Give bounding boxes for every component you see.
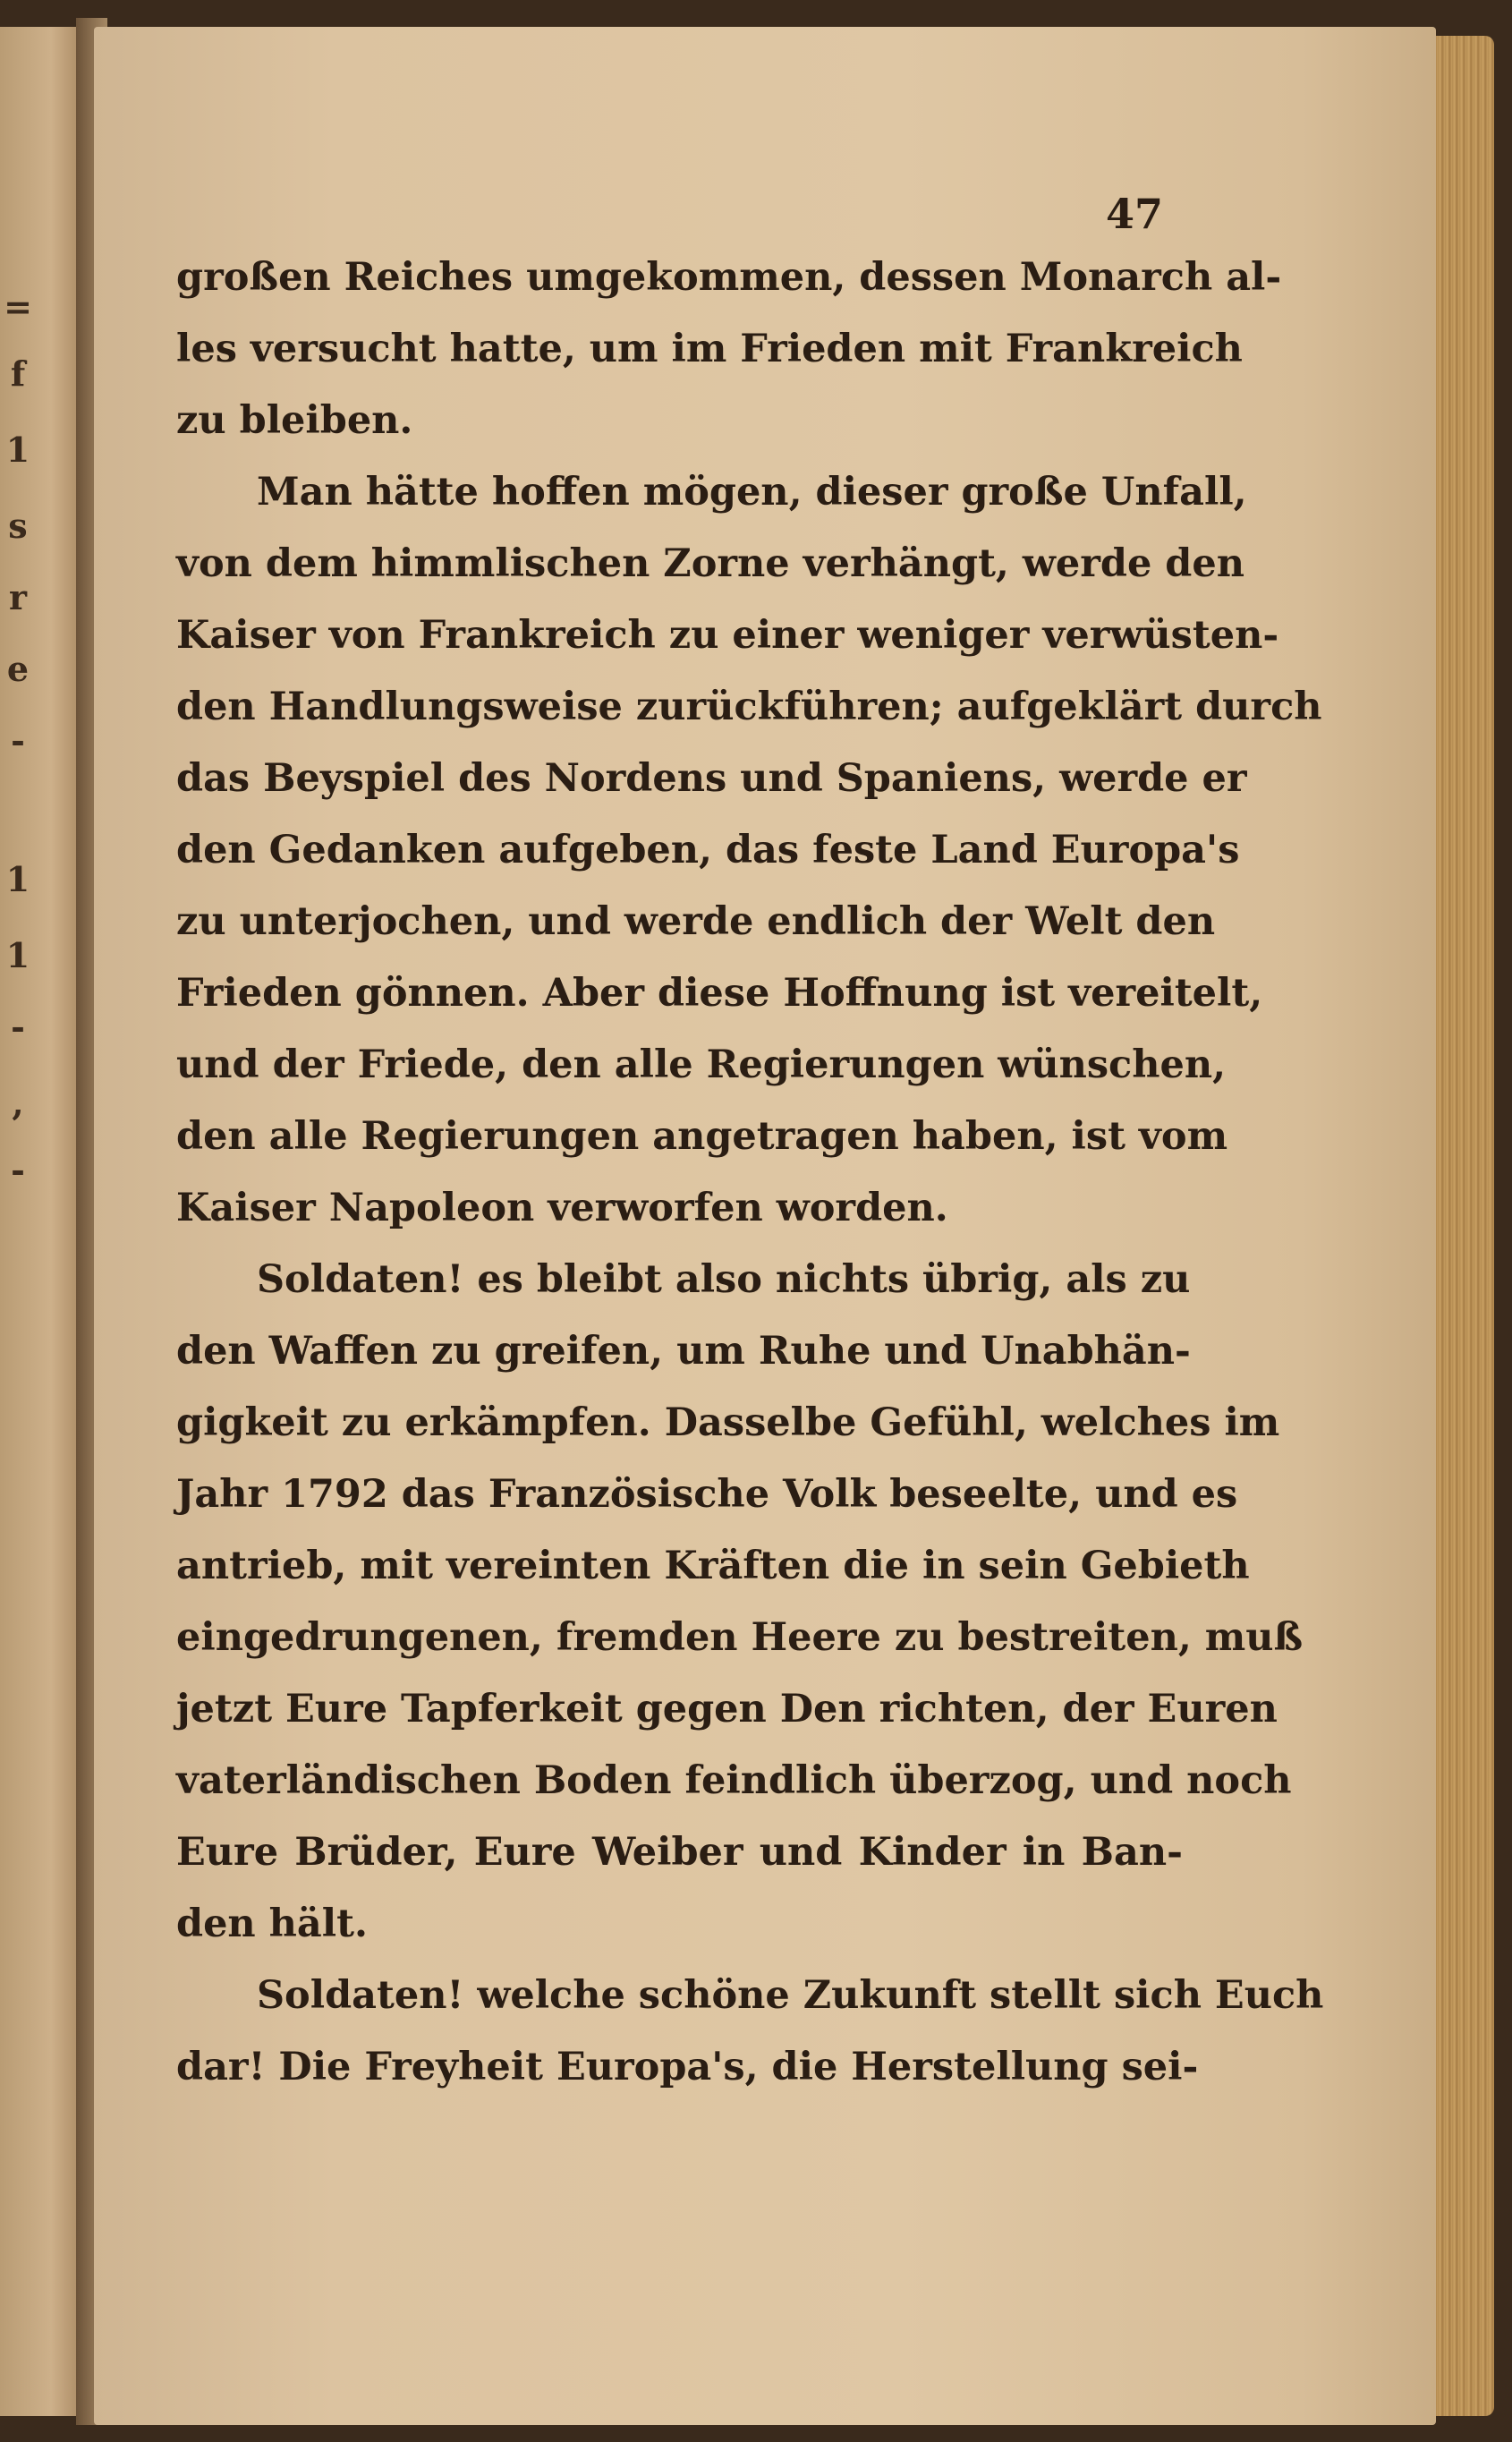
left-page-fragment: - (11, 720, 25, 761)
text-line: antrieb, mit vereinten Kräften die in sein Gebieth (176, 1544, 1250, 1588)
text-line: les versucht hatte, um im Frieden mit Frankreich (176, 327, 1243, 371)
page-number: 47 (1106, 190, 1164, 238)
text-line: großen Reiches umgekommen, dessen Monarch al- (176, 255, 1282, 300)
left-page-fragment: = (4, 286, 32, 327)
text-line: Man hätte hoffen mögen, dieser große Unfall, (257, 470, 1247, 515)
left-page-fragment: 1 (5, 935, 30, 975)
text-line: Kaiser von Frankreich zu einer weniger verwüsten- (176, 613, 1279, 658)
left-page-fragment: f (10, 353, 26, 394)
text-line: den Waffen zu greifen, um Ruhe und Unabhän- (176, 1329, 1191, 1374)
text-line: vaterländischen Boden feindlich überzog, und noch (176, 1758, 1292, 1803)
text-line: Soldaten! es bleibt also nichts übrig, als zu (257, 1257, 1191, 1302)
left-page-fragment: , (12, 1083, 24, 1123)
text-line: das Beyspiel des Nordens und Spaniens, werde er (176, 756, 1247, 801)
text-line: und der Friede, den alle Regierungen wünschen, (176, 1042, 1227, 1087)
left-page-fragment: r (8, 577, 28, 617)
text-line: Kaiser Napoleon verworfen worden. (176, 1186, 948, 1230)
text-line: zu bleiben. (176, 398, 413, 443)
text-line: den hält. (176, 1902, 368, 1946)
text-line: zu unterjochen, und werde endlich der Welt den (176, 899, 1216, 944)
text-line: Eure Brüder, Eure Weiber und Kinder in Ban- (176, 1830, 1183, 1875)
text-line: eingedrungenen, fremden Heere zu bestreiten, muß (176, 1615, 1304, 1660)
text-line: den alle Regierungen angetragen haben, ist vom (176, 1114, 1228, 1159)
text-line: den Handlungsweise zurückführen; aufgeklärt durch (176, 685, 1322, 729)
left-page-fragment: 1 (5, 859, 30, 899)
left-page-fragment: - (11, 1150, 25, 1190)
left-page-fragment: - (11, 1007, 25, 1047)
left-page-fragment: e (6, 649, 30, 689)
left-facing-page (0, 27, 85, 2416)
text-line: jetzt Eure Tapferkeit gegen Den richten, der Euren (176, 1687, 1278, 1732)
text-line: Frieden gönnen. Aber diese Hoffnung ist vereitelt, (176, 971, 1263, 1016)
left-page-fragment: s (8, 506, 28, 546)
left-page-fragment: 1 (5, 430, 30, 470)
text-line: von dem himmlischen Zorne verhängt, werde den (176, 541, 1244, 586)
body-text (176, 242, 1324, 2103)
text-line: Jahr 1792 das Französische Volk beseelte, und es (176, 1472, 1238, 1517)
text-line: gigkeit zu erkämpfen. Dasselbe Gefühl, welches im (176, 1400, 1280, 1445)
text-line: dar! Die Freyheit Europa's, die Herstellung sei- (176, 2045, 1199, 2089)
text-line: Soldaten! welche schöne Zukunft stellt sich Euch (257, 1973, 1324, 2018)
text-line: den Gedanken aufgeben, das feste Land Europa's (176, 828, 1240, 872)
